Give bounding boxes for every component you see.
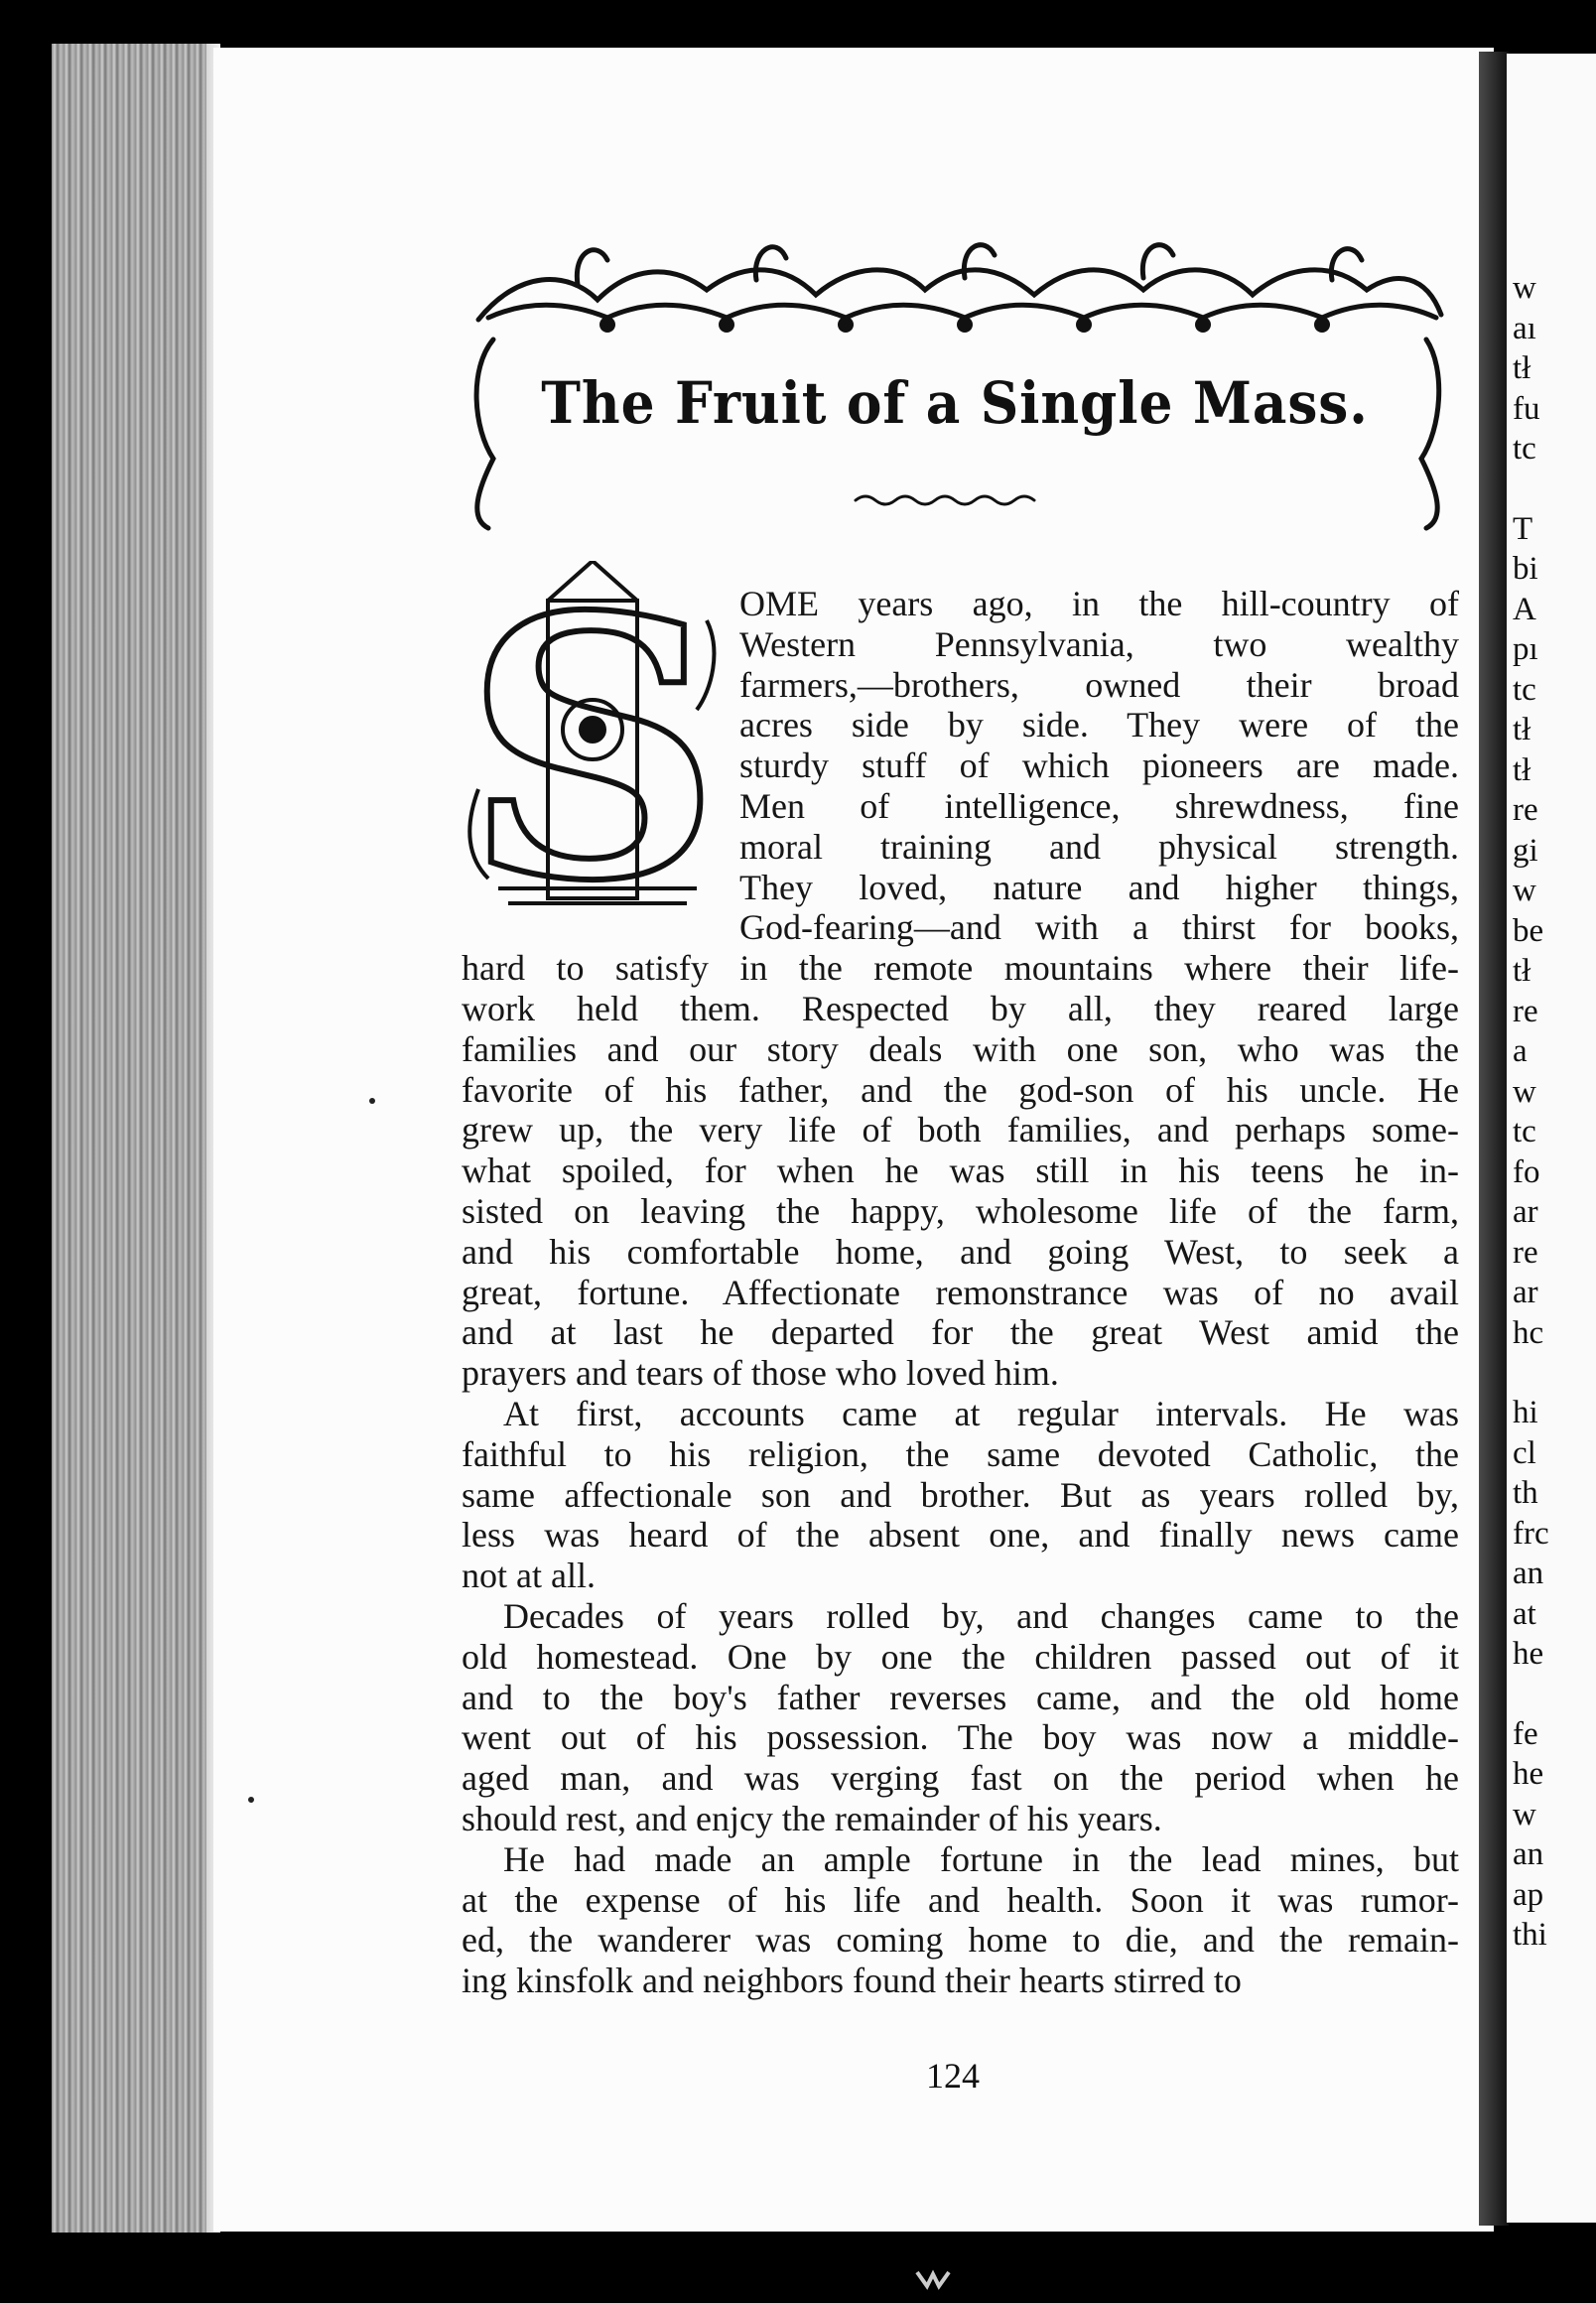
text-line: aged man, and was verging fast on the period when he bbox=[462, 1758, 1459, 1799]
text-line: At first, accounts came at regular intervals. He was bbox=[503, 1394, 1459, 1433]
facing-page-fragment: gi bbox=[1513, 832, 1538, 869]
text-line: and to the boy's father reverses came, and the old home bbox=[462, 1677, 1459, 1717]
facing-page-fragment: ap bbox=[1513, 1876, 1544, 1913]
facing-page-fragment: be bbox=[1513, 912, 1544, 949]
facing-page-fragment: ar bbox=[1513, 1275, 1538, 1310]
text-line: great, fortune. Affectionate remonstrance was of no avail bbox=[462, 1272, 1459, 1312]
scan-speck bbox=[248, 1797, 254, 1803]
text-line: old homestead. One by one the children passed out of it bbox=[462, 1636, 1459, 1677]
text-line: and at last he departed for the great West amid the bbox=[462, 1312, 1459, 1353]
text-line: sisted on leaving the happy, wholesome life of the farm, bbox=[462, 1191, 1459, 1231]
facing-page-fragment: w bbox=[1513, 270, 1536, 306]
text-line: should rest, and enjcy the remainder of his years. bbox=[462, 1799, 1162, 1838]
facing-page-fragment: tc bbox=[1513, 671, 1536, 708]
text-line: sturdy stuff of which pioneers are made. bbox=[739, 745, 1459, 786]
text-line: faithful to his religion, the same devoted Catholic, the bbox=[462, 1433, 1459, 1474]
text-line: He had made an ample fortune in the lead mines, but bbox=[503, 1838, 1459, 1879]
text-line: acres side by side. They were of the bbox=[739, 705, 1459, 745]
facing-page-fragment: hi bbox=[1513, 1395, 1538, 1430]
facing-page-fragment: bi bbox=[1513, 551, 1538, 587]
text-line: at the expense of his life and health. Soon it was rumor- bbox=[462, 1879, 1459, 1920]
facing-page-fragment: an bbox=[1513, 1556, 1544, 1591]
page-number: 124 bbox=[926, 2056, 980, 2096]
text-line: what spoiled, for when he was still in his teens he in- bbox=[462, 1151, 1459, 1191]
facing-page-fragment: hc bbox=[1513, 1314, 1544, 1351]
text-line: farmers,—brothers, owned their broad bbox=[739, 664, 1459, 705]
facing-page-fragment: th bbox=[1513, 1475, 1538, 1511]
facing-page-fragment: re bbox=[1513, 1234, 1538, 1271]
facing-page-fragment: fo bbox=[1513, 1153, 1540, 1190]
facing-page-fragment: tł bbox=[1513, 953, 1531, 989]
drop-cap bbox=[459, 539, 727, 959]
chapter-header bbox=[459, 230, 1451, 538]
text-line: less was heard of the absent one, and finally news came bbox=[462, 1515, 1459, 1556]
facing-page-fragment: tc bbox=[1513, 1114, 1536, 1150]
chapter-title: The Fruit of a Single Mass. bbox=[541, 369, 1369, 437]
facing-page-fragment: thi bbox=[1513, 1917, 1547, 1953]
facing-page-fragment: an bbox=[1513, 1836, 1544, 1872]
text-line: families and our story deals with one son, who was the bbox=[462, 1028, 1459, 1069]
scan-speck bbox=[369, 1098, 375, 1104]
text-line: and his comfortable home, and going West, to seek a bbox=[462, 1231, 1459, 1272]
facing-page-fragment: cl bbox=[1513, 1434, 1536, 1471]
drop-cap-letter: S bbox=[464, 539, 722, 959]
facing-page-fragment: he bbox=[1513, 1756, 1544, 1792]
page-edges bbox=[52, 44, 220, 2233]
facing-page-fragment: fu bbox=[1513, 390, 1540, 427]
text-line: grew up, the very life of both families, and perhaps some- bbox=[462, 1110, 1459, 1151]
facing-page-fragment: a bbox=[1513, 1033, 1528, 1069]
text-line: Men of intelligence, shrewdness, fine bbox=[739, 786, 1459, 826]
facing-page-fragment: w bbox=[1513, 873, 1536, 908]
facing-page-fragment: w bbox=[1513, 1073, 1536, 1110]
text-line: same affectionale son and brother. But as years rolled by, bbox=[462, 1474, 1459, 1515]
text-line: They loved, nature and higher things, bbox=[739, 867, 1459, 907]
book-gutter bbox=[1479, 52, 1509, 2226]
text-line: prayers and tears of those who loved him. bbox=[462, 1353, 1059, 1394]
facing-page-fragment: tc bbox=[1513, 431, 1536, 467]
facing-page-fragment: aı bbox=[1513, 310, 1536, 346]
facing-page-fragment: tł bbox=[1513, 712, 1531, 747]
facing-page-fragment: A bbox=[1513, 591, 1536, 627]
facing-page-fragment: w bbox=[1513, 1796, 1536, 1832]
text-line: ed, the wanderer was coming home to die, and the remain- bbox=[462, 1920, 1459, 1961]
facing-page-fragment: fe bbox=[1513, 1715, 1538, 1752]
facing-page-fragment: re bbox=[1513, 792, 1538, 828]
facing-page-fragment: frc bbox=[1513, 1515, 1549, 1552]
text-line: God-fearing—and with a thirst for books, bbox=[739, 907, 1459, 948]
facing-page-fragment: at bbox=[1513, 1595, 1536, 1632]
facing-page-fragment: ar bbox=[1513, 1194, 1538, 1230]
text-line: moral training and physical strength. bbox=[739, 826, 1459, 867]
text-line: OME years ago, in the hill-country of bbox=[739, 584, 1459, 623]
text-line: ing kinsfolk and neighbors found their hearts stirred to bbox=[462, 1961, 1242, 2001]
text-line: favorite of his father, and the god-son of his uncle. He bbox=[462, 1069, 1459, 1110]
facing-page-fragment: T bbox=[1513, 510, 1533, 547]
facing-page-fragment: re bbox=[1513, 993, 1538, 1029]
facing-page-fragment: tł bbox=[1513, 350, 1531, 386]
text-line: not at all. bbox=[462, 1556, 596, 1596]
scan-artifact bbox=[913, 2268, 953, 2290]
facing-page-fragment: he bbox=[1513, 1636, 1544, 1672]
facing-page-fragment: pı bbox=[1513, 631, 1538, 667]
facing-page bbox=[1507, 54, 1596, 2223]
text-line: work held them. Respected by all, they reared large bbox=[462, 989, 1459, 1028]
text-line: hard to satisfy in the remote mountains where their life- bbox=[462, 948, 1459, 989]
text-line: went out of his possession. The boy was now a middle- bbox=[462, 1717, 1459, 1758]
text-line: Western Pennsylvania, two wealthy bbox=[739, 623, 1459, 664]
facing-page-fragment: tł bbox=[1513, 751, 1531, 788]
text-line: Decades of years rolled by, and changes came to the bbox=[503, 1596, 1459, 1636]
